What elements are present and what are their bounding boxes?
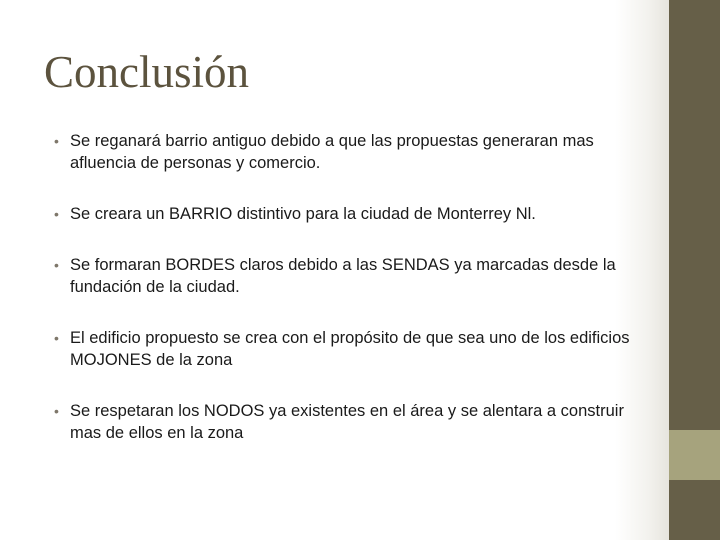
bullet-item — [52, 130, 637, 174]
bullet-marker-icon: • — [54, 257, 59, 273]
bullet-item — [52, 327, 637, 371]
bullet-text: Se formaran BORDES claros debido a las SENDAS ya marcadas desde la fundación de la ciudad. — [70, 256, 616, 296]
bullet-marker-icon: • — [54, 206, 59, 222]
bullet-list — [52, 130, 637, 473]
accent-band-top — [669, 0, 720, 430]
bullet-text: Se respetaran los NODOS ya existentes en el área y se alentara a construir mas de ellos en la zona — [70, 402, 624, 442]
accent-band-bottom — [669, 480, 720, 540]
bullet-marker-icon: • — [54, 330, 59, 346]
bullet-item — [52, 203, 637, 225]
slide-title: Conclusión — [44, 47, 250, 97]
bullet-marker-icon: • — [54, 133, 59, 149]
bullet-text: Se creara un BARRIO distintivo para la ciudad de Monterrey Nl. — [70, 205, 536, 223]
bullet-text: El edificio propuesto se crea con el propósito de que sea uno de los edificios MOJONES de la zona — [70, 329, 630, 369]
accent-band-middle — [669, 430, 720, 480]
bullet-marker-icon: • — [54, 403, 59, 419]
bullet-item — [52, 400, 637, 444]
bullet-text: Se reganará barrio antiguo debido a que las propuestas generaran mas afluencia de personas y comercio. — [70, 132, 594, 172]
bullet-item — [52, 254, 637, 298]
